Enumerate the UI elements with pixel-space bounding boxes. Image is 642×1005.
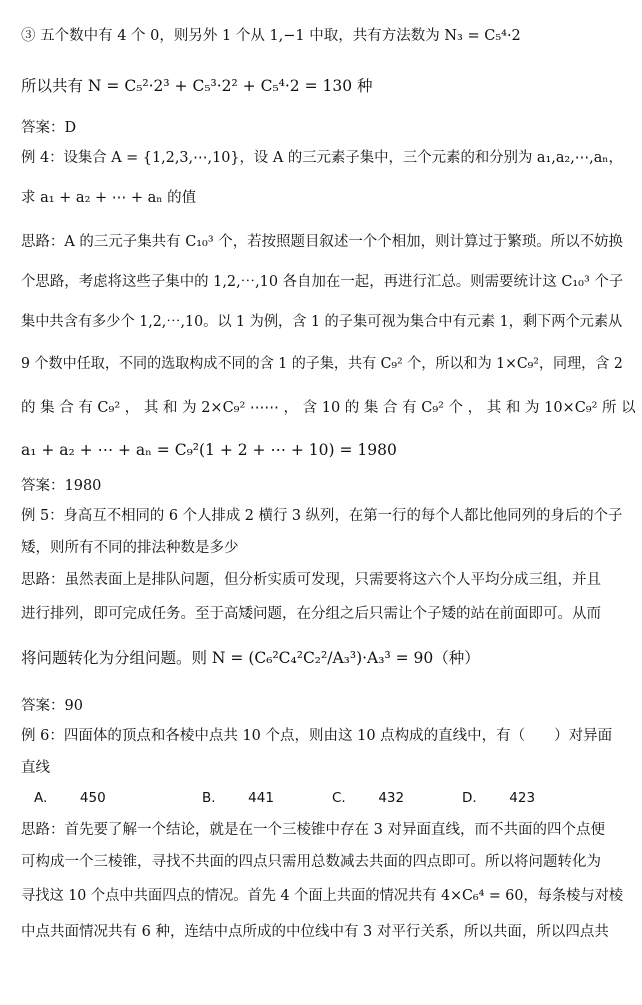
option-a: A. 450 <box>34 790 106 806</box>
text-line: 思路：虽然表面上是排队问题，但分析实质可发现，只需要将这六个人平均分成三组，并且 <box>21 572 601 588</box>
formula-line: 将问题转化为分组问题。则 N = (C₆²C₄²C₂²/A₃³)·A₃³ = 90（种） <box>21 649 480 667</box>
text-line: 可构成一个三棱锥，寻找不共面的四点只需用总数减去共面的四点即可。所以将问题转化为 <box>21 854 601 870</box>
example-4-title: 例 4：设集合 A = {1,2,3,⋯,10}，设 A 的三元素子集中，三个元素的和分别为 a₁,a₂,⋯,aₙ， <box>21 150 623 166</box>
text-line: 思路：首先要了解一个结论，就是在一个三棱锥中存在 3 对异面直线，而不共面的四个点便 <box>21 822 605 838</box>
text-line: ③ 五个数中有 4 个 0，则另外 1 个从 1,−1 中取，共有方法数为 N₃ = C₅⁴·2 <box>21 28 521 44</box>
text-line: 进行排列，即可完成任务。至于高矮问题，在分组之后只需让个子矮的站在前面即可。从而 <box>21 606 601 622</box>
text-line: 集中共含有多少个 1,2,⋯,10。以 1 为例，含 1 的子集可视为集合中有元素 1，剩下两个元素从 <box>21 314 623 330</box>
text-line: 9 个数中任取，不同的选取构成不同的含 1 的子集，共有 C₉² 个，所以和为 1×C₉²，同理，含 2 <box>21 356 623 372</box>
text-line: 矮，则所有不同的排法种数是多少 <box>21 540 239 556</box>
option-d: D. 423 <box>462 790 536 806</box>
text-line: 所以共有 N = C₅²·2³ + C₅³·2² + C₅⁴·2 = 130 种 <box>21 77 373 95</box>
text-line: 个思路，考虑将这些子集中的 1,2,⋯,10 各自加在一起，再进行汇总。则需要统计这 C₁₀³ 个子 <box>21 274 624 290</box>
text-line: 中点共面情况共有 6 种，连结中点所成的中位线中有 3 对平行关系，所以共面，所以四点共 <box>21 924 609 940</box>
option-b: B. 441 <box>202 790 274 806</box>
option-c: C. 432 <box>332 790 405 806</box>
text-line: 直线 <box>21 760 50 776</box>
text-line: 的 集 合 有 C₉² ， 其 和 为 2×C₉² ⋯⋯ ， 含 10 的 集 合 有 C₉² 个 ， 其 和 为 10×C₉² 所 以 <box>21 400 636 416</box>
formula-line: a₁ + a₂ + ⋯ + aₙ = C₉²(1 + 2 + ⋯ + 10) = 1980 <box>21 441 397 459</box>
text-line: 寻找这 10 个点中共面四点的情况。首先 4 个面上共面的情况共有 4×C₆⁴ = 60，每条棱与对棱 <box>21 888 624 904</box>
answer-line: 答案：D <box>21 120 77 136</box>
example-5-title: 例 5：身高互不相同的 6 个人排成 2 横行 3 纵列，在第一行的每个人都比他同列的身后的个子 <box>21 508 623 524</box>
example-6-title: 例 6：四面体的顶点和各棱中点共 10 个点，则由这 10 点构成的直线中，有（ ）对异面 <box>21 728 613 744</box>
text-line: 思路：A 的三元子集共有 C₁₀³ 个，若按照题目叙述一个个相加，则计算过于繁琐。所以不妨换 <box>21 234 624 250</box>
text-line: 求 a₁ + a₂ + ⋯ + aₙ 的值 <box>21 190 197 206</box>
answer-line: 答案：1980 <box>21 478 102 494</box>
answer-line: 答案：90 <box>21 698 83 714</box>
